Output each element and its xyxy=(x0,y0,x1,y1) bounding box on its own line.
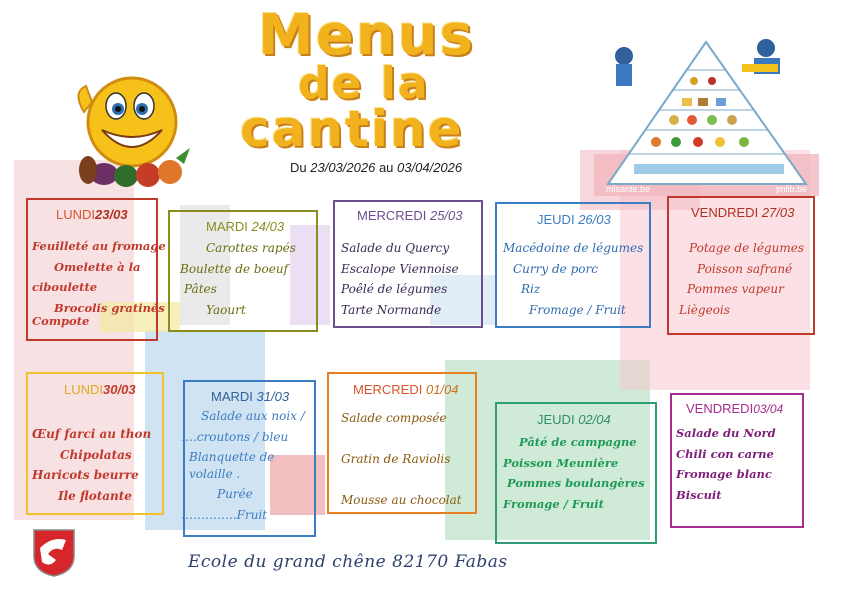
menu-item: Poisson Meunière xyxy=(503,455,619,470)
menu-item xyxy=(341,429,462,450)
smiley-vegetables-illustration xyxy=(64,72,199,192)
menu-item: Brocolis gratinés xyxy=(54,300,165,315)
period-mid: au xyxy=(378,160,394,175)
menu-item: Chipolatas xyxy=(60,447,132,462)
menu-item: Mousse au chocolat xyxy=(341,493,462,507)
menu-item: Macédoine de légumes xyxy=(503,241,644,255)
menu-box-jeudi-26 xyxy=(495,202,651,328)
menu-item: Ile flotante xyxy=(58,488,132,503)
menu-item: Pommes boulangères xyxy=(507,476,645,490)
menu-item: Curry de porc xyxy=(513,261,598,276)
menu-items xyxy=(181,406,305,525)
day-date: 23/03 xyxy=(95,207,128,222)
day-name: LUNDI xyxy=(56,207,96,222)
menu-box-mardi-24 xyxy=(168,210,318,332)
credit-right: jmlib.be xyxy=(776,184,808,194)
menu-item: Feuilleté au fromage xyxy=(32,239,166,253)
menu-item: Purée xyxy=(217,487,253,501)
day-name: LUNDI xyxy=(64,382,104,397)
menu-item: …………..Fruit xyxy=(181,507,268,522)
day-date: 27/03 xyxy=(761,205,795,220)
day-date: 25/03 xyxy=(429,208,463,223)
day-date: 31/03 xyxy=(256,389,290,404)
menu-item: Fromage blanc xyxy=(676,467,772,481)
title-line-1: Menus xyxy=(258,3,475,68)
school-crest-logo xyxy=(32,528,76,578)
school-name: Ecole du grand chêne 82170 Fabas xyxy=(188,552,508,572)
menu-box-mercredi-25 xyxy=(333,200,483,328)
food-pyramid-illustration xyxy=(594,36,819,196)
menu-item: ciboulette xyxy=(32,280,98,294)
menu-item: Boulette de boeuf xyxy=(180,261,289,276)
menu-item: Œuf farci au thon xyxy=(32,427,152,441)
title-line-2: de la xyxy=(298,58,430,109)
period-end: 03/04/2026 xyxy=(397,160,463,175)
menu-box-lundi-23 xyxy=(26,198,166,341)
menu-item: Compote xyxy=(32,314,90,328)
period-prefix: Du xyxy=(290,160,307,175)
menu-item xyxy=(341,470,462,491)
menu-items xyxy=(180,238,296,320)
menu-item: Pâtes xyxy=(184,282,217,296)
day-name: MERCREDI xyxy=(353,382,423,397)
menu-items xyxy=(341,408,462,511)
menu-box-mardi-31 xyxy=(183,380,316,537)
title-line-3: cantine xyxy=(240,100,464,158)
day-name: JEUDI xyxy=(537,412,575,427)
menu-box-vendredi-03 xyxy=(670,393,804,528)
menu-item: Pâté de campagne xyxy=(519,435,637,449)
menu-items xyxy=(32,236,166,332)
menu-item: Fromage / Fruit xyxy=(529,302,626,317)
menu-period xyxy=(290,160,462,175)
menu-item: Chili con carne xyxy=(676,446,774,461)
menu-item: Escalope Viennoise xyxy=(341,261,459,276)
menu-items xyxy=(32,424,151,506)
menu-item: Poisson safrané xyxy=(697,261,793,276)
menu-item: Omelette à la xyxy=(54,259,141,274)
day-date: 02/04 xyxy=(578,412,611,427)
menu-box-jeudi-02 xyxy=(495,402,657,544)
day-name: VENDREDI xyxy=(691,205,759,220)
menu-item: Yaourt xyxy=(206,302,246,317)
menu-item: Salade du Nord xyxy=(676,426,776,440)
day-date: 24/03 xyxy=(251,219,285,234)
menu-items xyxy=(676,423,776,505)
menu-item: volaille . xyxy=(189,466,241,481)
menu-item: Pommes vapeur xyxy=(687,282,784,296)
menu-item: Salade composée xyxy=(341,411,447,425)
menu-item: Liègeois xyxy=(679,302,730,317)
menu-item: Blanquette de xyxy=(189,450,275,464)
day-date: 01/04 xyxy=(425,382,459,397)
menu-item: Potage de légumes xyxy=(689,241,804,255)
menu-items xyxy=(679,238,804,320)
day-date: 26/03 xyxy=(578,212,611,227)
menu-box-vendredi-27 xyxy=(667,196,815,335)
menu-item: Fromage / Fruit xyxy=(503,496,604,511)
menu-item: Gratin de Raviolis xyxy=(341,452,451,466)
menu-item: Salade du Quercy xyxy=(341,241,450,255)
menu-item: Haricots beurre xyxy=(32,468,139,482)
day-name: MARDI xyxy=(206,219,248,234)
day-name: MARDI xyxy=(211,389,253,404)
day-name: VENDREDI xyxy=(686,401,754,416)
menu-item: Tarte Normande xyxy=(341,302,442,317)
menu-items xyxy=(503,238,643,320)
menu-items xyxy=(341,238,459,320)
menu-item: Biscuit xyxy=(676,487,722,502)
menu-item: Riz xyxy=(521,282,541,296)
menu-item: ….croutons / bleu xyxy=(181,429,289,444)
menu-box-lundi-30 xyxy=(26,372,164,515)
day-name: MERCREDI xyxy=(357,208,427,223)
credit-left: mlsante.be xyxy=(606,184,651,194)
menu-items xyxy=(503,432,645,514)
menu-box-mercredi-01 xyxy=(327,372,477,514)
day-date: 03/04 xyxy=(753,402,784,416)
day-name: JEUDI xyxy=(537,212,575,227)
day-date: 30/03 xyxy=(103,382,136,397)
menu-item: Salade aux noix / xyxy=(201,409,305,423)
period-start: 23/03/2026 xyxy=(310,160,376,175)
menu-item: Poêlé de légumes xyxy=(341,282,448,296)
menu-item: Carottes rapés xyxy=(206,241,296,255)
